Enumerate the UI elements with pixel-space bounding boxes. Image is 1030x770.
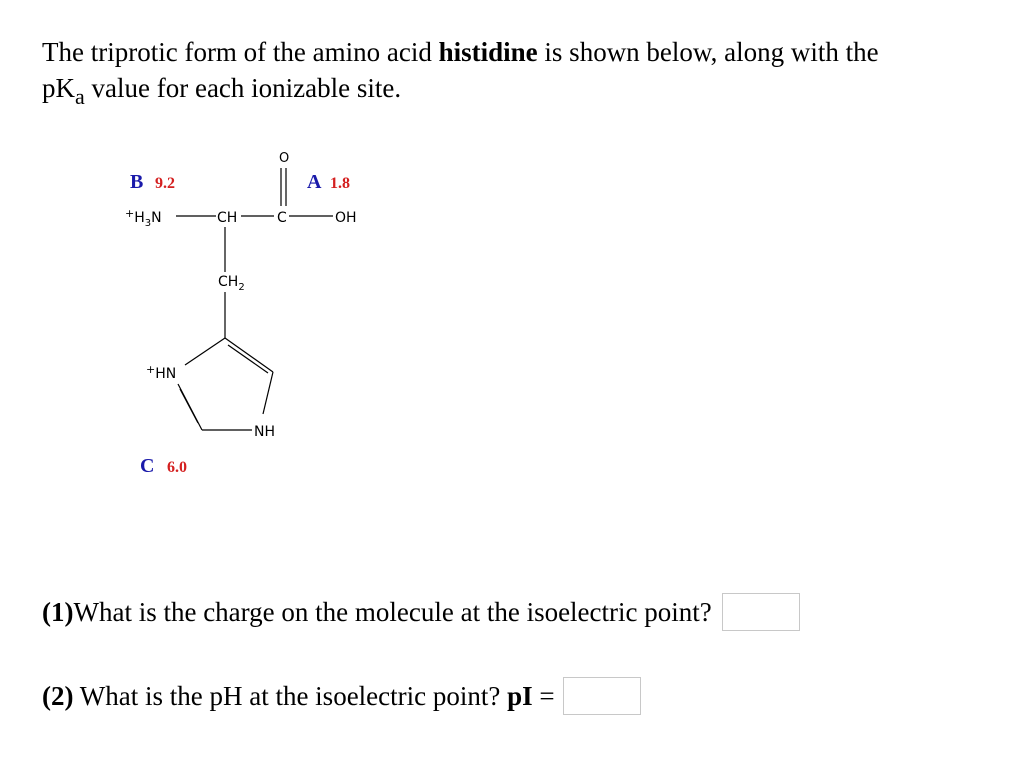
charge-answer-input[interactable] <box>722 593 800 631</box>
carbonyl-oxygen: O <box>279 151 290 166</box>
site-a-pka: 1.8 <box>330 175 350 192</box>
ring-plus: + <box>146 363 156 376</box>
intro-text-3: pK <box>42 73 75 103</box>
ring-bond-c2-c3 <box>225 338 273 372</box>
ring-bond-c2-c3-inner <box>228 345 268 373</box>
ring-bond-c5-n1-inner <box>180 389 198 423</box>
alpha-carbon: CH <box>217 210 238 226</box>
methylene-sub: 2 <box>238 282 245 293</box>
amine-n: N <box>151 210 162 226</box>
question-2-text: What is the pH at the isoelectric point? <box>73 681 508 711</box>
ring-bond-c3-n4 <box>263 372 273 414</box>
question-1 <box>42 593 800 631</box>
ring-bond-n1-c2 <box>185 338 225 365</box>
amine-plus: + <box>125 207 135 220</box>
methylene-group <box>218 274 245 293</box>
pi-answer-input[interactable] <box>563 677 641 715</box>
ring-hn-text: HN <box>155 366 177 382</box>
pka-subscript: a <box>75 84 85 109</box>
amine-sub: 3 <box>144 218 152 229</box>
pi-label: pI <box>507 681 533 711</box>
site-a-letter: A <box>307 171 322 193</box>
site-b-letter: B <box>130 171 144 193</box>
carbonyl-carbon: C <box>277 210 287 226</box>
ring-hn <box>146 363 176 382</box>
intro-text-2: is shown below, along with the <box>537 37 879 67</box>
hydroxyl-group: OH <box>335 210 357 226</box>
intro-text-1: The triprotic form of the amino acid <box>42 37 439 67</box>
question-1-number: (1) <box>42 597 74 627</box>
pi-equals: = <box>532 681 555 711</box>
ring-nh: NH <box>254 424 275 440</box>
methylene-c: CH <box>218 274 239 290</box>
question-2-number: (2) <box>42 681 74 711</box>
site-c-letter: C <box>140 455 155 477</box>
amine-h: H <box>134 210 145 226</box>
amine-group <box>125 207 162 229</box>
question-2 <box>42 677 641 715</box>
site-b-pka: 9.2 <box>155 175 175 192</box>
intro-text-4: value for each ionizable site. <box>84 73 402 103</box>
amino-acid-name: histidine <box>438 37 538 67</box>
question-1-text: What is the charge on the molecule at the isoelectric point? <box>73 597 712 627</box>
site-c-pka: 6.0 <box>167 459 187 476</box>
